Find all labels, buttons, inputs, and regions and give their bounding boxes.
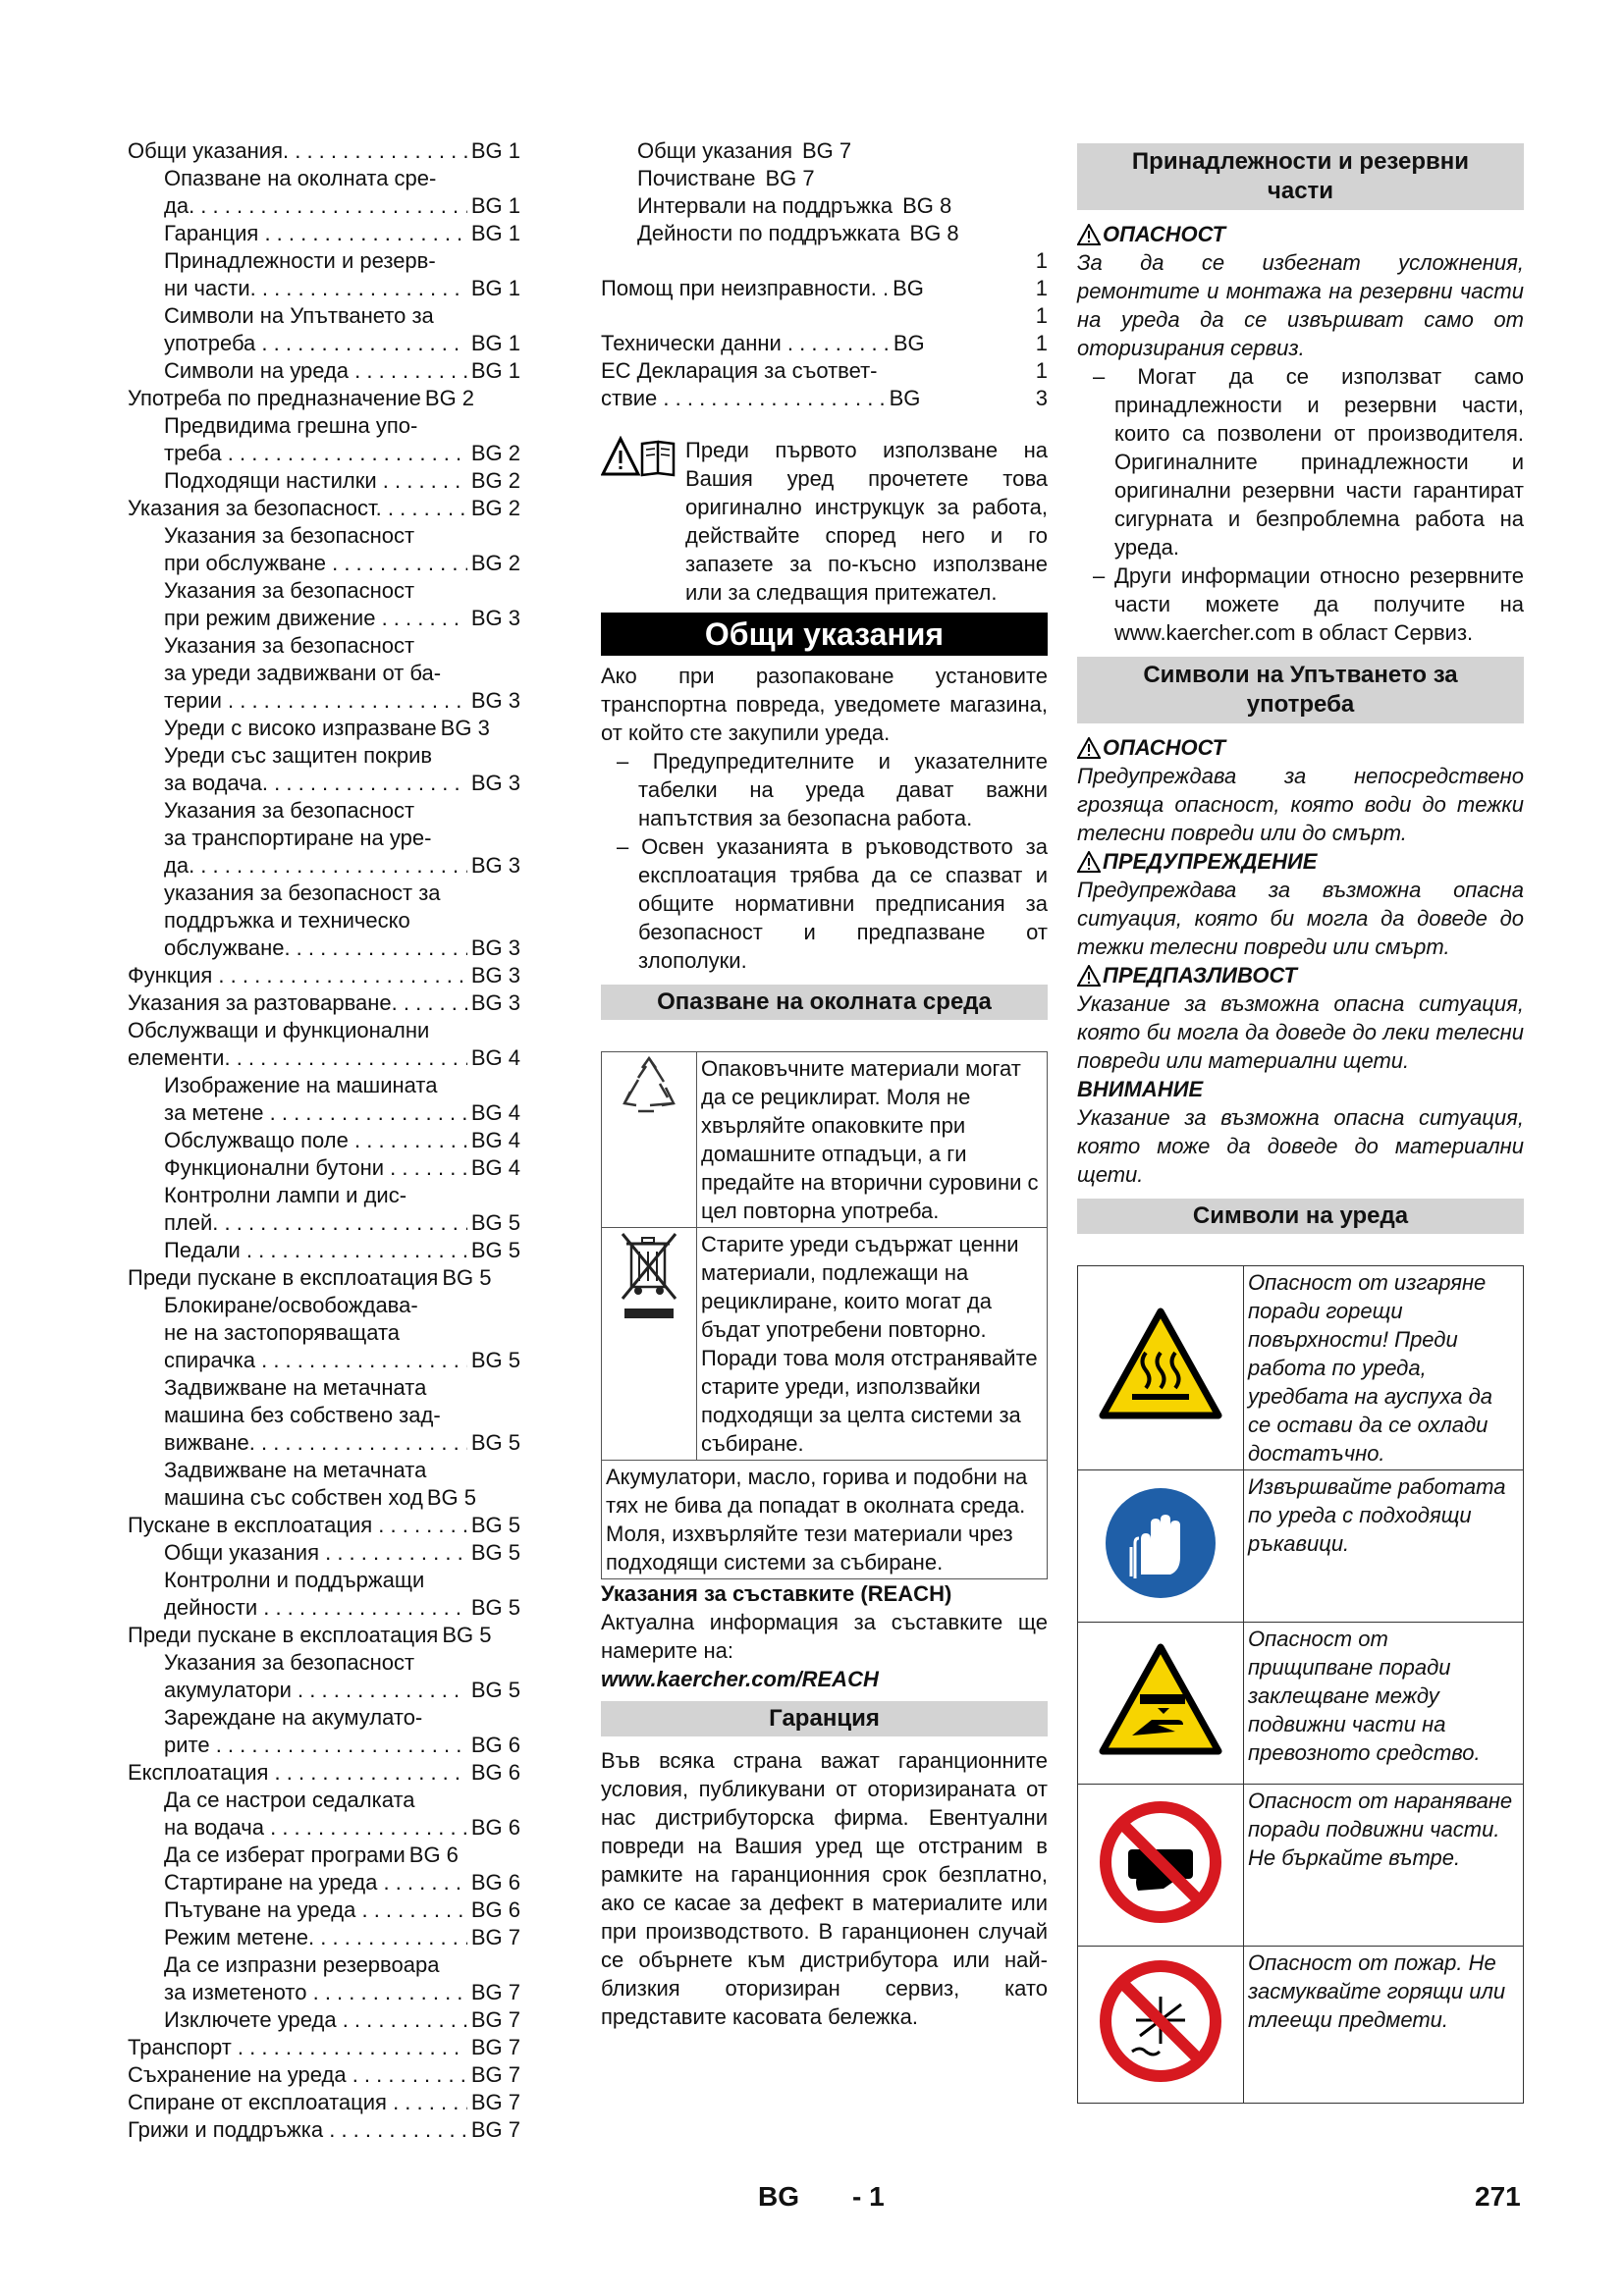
- toc-entry[interactable]: Употреба по предназначение BG 2: [128, 386, 475, 410]
- manual-danger-text: Предупреждава за непосредствено грозяща опасност, която води до тежки телесни повреди или до смърт.: [1077, 764, 1524, 845]
- general-paragraph: Ако при разопаковане установите транспортна повреда, уведомете магазина, от който сте закупили уреда.: [601, 664, 1048, 745]
- toc-entry[interactable]: ЕС Декларация за съответ- 1: [601, 358, 1048, 383]
- toc-entry[interactable]: Уреди с високо изпразване BG 3: [164, 716, 490, 740]
- toc-entry[interactable]: Обслужващи и функционални: [128, 1018, 430, 1042]
- accessories-bullet-1: – Могат да се използват само принадлежности и резервни части, които са позволени от производителя. Оригиналните принадлежности и оригинални резервни части гарантират сигурната и безпроблемна работа на уреда.: [1093, 364, 1524, 560]
- toc-column-1: [128, 137, 520, 2144]
- intro-block: [601, 436, 1048, 607]
- toc-entry[interactable]: терии . . . BG 3: [128, 687, 520, 715]
- toc-entry[interactable]: Указания за безопасност: [164, 1650, 415, 1675]
- section-heading-device-symbols: Символи на уреда: [1077, 1199, 1524, 1234]
- toc-entry[interactable]: Указания за безопасност: [164, 523, 415, 548]
- toc-entry[interactable]: Общи указания BG 7: [637, 138, 852, 163]
- manual-attention-text: Указание за възможна опасна ситуация, която може да доведе до материални щети.: [1077, 1105, 1524, 1187]
- warning-triangle-icon: [1077, 965, 1101, 987]
- toc-entry[interactable]: Спиране от експлоатация . . . BG 7: [128, 2089, 520, 2116]
- device-symbol-row-4: Опасност от нараняване поради подвижни части. Не бъркайте вътре.: [1244, 1785, 1524, 1947]
- toc-page-fragment: 1: [1035, 276, 1048, 300]
- accessories-bullet-2: – Други информации относно резервните части можете да получите на www.kaercher.com в област Сервиз.: [1093, 563, 1524, 645]
- toc-entry[interactable]: спирачка . . . BG 5: [128, 1347, 520, 1374]
- no-reaching-in-icon: [1097, 1798, 1224, 1926]
- footer-language: BG: [758, 2181, 799, 2212]
- toc-entry[interactable]: Указания за разтоварване. . . . BG 3: [128, 989, 520, 1017]
- toc-entry[interactable]: Задвижване на метачната: [164, 1458, 427, 1482]
- toc-entry[interactable]: Преди пускане в експлоатация BG 5: [128, 1623, 492, 1647]
- toc-entry[interactable]: вижване. . . . BG 5: [128, 1429, 520, 1457]
- toc-entry[interactable]: акумулатори . . . BG 5: [128, 1677, 520, 1704]
- toc-entry[interactable]: [601, 302, 1048, 330]
- toc-entry[interactable]: Указания за безопасност. . . . BG 2: [128, 495, 520, 522]
- toc-entry[interactable]: Пускане в експлоатация . . . BG 5: [128, 1512, 520, 1539]
- toc-entry[interactable]: за изметеното . . . BG 7: [128, 1979, 520, 2006]
- device-symbol-row-3: Опасност от прищипване поради заклещване между подвижни части на превозното средство.: [1244, 1623, 1524, 1785]
- environment-table: [601, 1051, 1048, 1579]
- general-bullet-2: – Освен указанията в ръководството за експлоатация трябва да се спазват и общите нормативни предписания за безопасност и предпазване от злополуки.: [617, 834, 1048, 973]
- toc-entry[interactable]: Блокиране/освобождава-: [164, 1293, 418, 1317]
- toc-entry[interactable]: Гаранция . . . BG 1: [128, 220, 520, 247]
- weee-crossed-bin-icon: [615, 1230, 683, 1328]
- toc-entry[interactable]: при режим движение . . . BG 3: [128, 605, 520, 632]
- toc-entry[interactable]: Изображение на машината: [164, 1073, 438, 1097]
- device-symbol-row-5: Опасност от пожар. Не засмуквайте горящи или тлеещи предмети.: [1244, 1947, 1524, 2104]
- toc-entry[interactable]: треба . . . BG 2: [128, 440, 520, 467]
- warning-triangle-icon: [1077, 851, 1101, 873]
- toc-entry[interactable]: не на застопоряващата: [164, 1320, 401, 1345]
- accessories-danger-text: За да се избегнат усложнения, ремонтите и монтажа на резервни части на уреда да се извършват само от оторизирания сервиз.: [1077, 250, 1524, 360]
- env-row-old-devices: Старите уреди съдържат ценни материали, подлежащи на рециклиране, които могат да бъдат употребени повторно. Поради това моля отстранявайте старите уреди, използвайки подходящи за целта системи за събиране.: [697, 1228, 1048, 1461]
- toc-entry[interactable]: елементи. . . . BG 4: [128, 1044, 520, 1072]
- toc-entry[interactable]: Указания за безопасност: [164, 633, 415, 658]
- toc-entry[interactable]: за транспортиране на уре-: [164, 826, 432, 850]
- toc-entry[interactable]: Интервали на поддръжка BG 8: [637, 193, 952, 218]
- toc-entry[interactable]: за метене . . . BG 4: [128, 1099, 520, 1127]
- toc-entry[interactable]: ни части. . . . BG 1: [128, 275, 520, 302]
- manual-danger-label: ОПАСНОСТ: [1077, 733, 1524, 762]
- toc-entry[interactable]: Указания за безопасност: [164, 578, 415, 603]
- content-column-3: [1077, 143, 1524, 2104]
- toc-page-fragment: 1: [1035, 248, 1048, 273]
- toc-entry[interactable]: [601, 247, 1048, 275]
- toc-entry[interactable]: за уреди задвижвани от ба-: [164, 661, 442, 685]
- toc-entry[interactable]: Символи на Упътването за: [164, 303, 434, 328]
- toc-entry[interactable]: рите . . . BG 6: [128, 1732, 520, 1759]
- warning-triangle-icon: [1077, 737, 1101, 759]
- toc-column-2: [601, 137, 1048, 412]
- toc-entry[interactable]: Да се изпразни резервоара: [164, 1952, 440, 1977]
- toc-entry[interactable]: Символи на уреда . . . BG 1: [128, 357, 520, 385]
- general-bullet-1: – Предупредителните и указателните табелки на уреда дават важни напътствия за безопасна работа.: [617, 749, 1048, 830]
- toc-page-fragment: 1: [1035, 358, 1048, 383]
- toc-entry[interactable]: Функция . . . BG 3: [128, 962, 520, 989]
- toc-entry[interactable]: Дейности по поддръжката BG 8: [637, 221, 959, 245]
- toc-entry[interactable]: машина без собствено зад-: [164, 1403, 441, 1427]
- intro-text: Преди първото използване на Вашия уред прочетете това оригинално инструкцук за работа, действайте според него и го запазете за по-късно използване или за следващия притежател.: [685, 438, 1048, 605]
- toc-entry[interactable]: ствие . . . . . . . . . . . . . . . . . . . BG 3: [601, 386, 1048, 410]
- toc-entry[interactable]: Технически данни . . . . . . . . . BG 1: [601, 331, 1048, 355]
- device-symbol-row-2: Извършвайте работата по уреда с подходящи ръкавици.: [1244, 1470, 1524, 1623]
- env-row-recycling: Опаковъчните материали могат да се рециклират. Моля не хвърляйте опаковките при домашните отпадъци, а ги предайте на вторични суровини с цел повторна употреба.: [697, 1052, 1048, 1228]
- toc-entry[interactable]: при обслужване . . . BG 2: [128, 550, 520, 577]
- warning-manual-icon: [601, 436, 677, 477]
- section-heading-warranty: Гаранция: [601, 1701, 1048, 1736]
- reach-title: Указания за съставките (REACH): [601, 1581, 952, 1606]
- toc-entry[interactable]: обслужване. . . . BG 3: [128, 934, 520, 962]
- toc-entry[interactable]: машина със собствен ход BG 5: [164, 1485, 476, 1510]
- toc-page-fragment: 1: [1035, 303, 1048, 328]
- toc-page-fragment: 3: [1035, 386, 1048, 410]
- toc-entry[interactable]: Контролни и поддържащи: [164, 1568, 425, 1592]
- manual-warning-text: Предупреждава за възможна опасна ситуация, която би могла да доведе до тежки телесни повреди или смърт.: [1077, 878, 1524, 959]
- toc-entry[interactable]: Контролни лампи и дис-: [164, 1183, 407, 1207]
- toc-entry[interactable]: Преди пускане в експлоатация BG 5: [128, 1265, 492, 1290]
- manual-warning-label: ПРЕДУПРЕЖДЕНИЕ: [1077, 847, 1524, 876]
- toc-entry[interactable]: Предвидима грешна упо-: [164, 413, 418, 438]
- toc-entry[interactable]: Уреди със защитен покрив: [164, 743, 433, 768]
- reach-text: Актуална информация за съставките ще намерите на:: [601, 1610, 1048, 1663]
- toc-entry[interactable]: Транспорт . . . BG 7: [128, 2034, 520, 2061]
- footer-page-number: 271: [1475, 2181, 1521, 2212]
- toc-entry[interactable]: Помощ при неизправности. . BG 1: [601, 276, 1048, 300]
- toc-entry[interactable]: Стартиране на уреда . . . BG 6: [128, 1869, 520, 1896]
- toc-entry[interactable]: Почистване BG 7: [637, 166, 815, 190]
- toc-entry[interactable]: дейности . . . BG 5: [128, 1594, 520, 1622]
- toc-entry[interactable]: на водача . . . BG 6: [128, 1814, 520, 1842]
- manual-caution-text: Указание за възможна опасна ситуация, която би могла да доведе до леки телесни повреди или материални щети.: [1077, 991, 1524, 1073]
- toc-entry[interactable]: да. . . . BG 1: [128, 192, 520, 220]
- toc-entry[interactable]: Зареждане на акумулато-: [164, 1705, 423, 1730]
- no-burning-objects-icon: [1097, 1957, 1224, 2085]
- device-symbol-row-1: Опасност от изгаряне поради горещи повърхности! Преди работа по уреда, уредбата на ауспуха да се остави да се охлади достатъчно.: [1244, 1266, 1524, 1470]
- toc-entry[interactable]: поддръжка и техническо: [164, 908, 410, 933]
- toc-entry[interactable]: Режим метене. . . . BG 7: [128, 1924, 520, 1951]
- manual-caution-label: ПРЕДПАЗЛИВОСТ: [1077, 961, 1524, 989]
- manual-attention-label: ВНИМАНИЕ: [1077, 1077, 1204, 1101]
- toc-entry[interactable]: Подходящи настилки . . . BG 2: [128, 467, 520, 495]
- section-heading-environment: Опазване на околната среда: [601, 985, 1048, 1020]
- recycle-icon: [615, 1054, 683, 1123]
- toc-entry[interactable]: за водача. . . . BG 3: [128, 770, 520, 797]
- warning-triangle-icon: [1077, 224, 1101, 245]
- toc-entry[interactable]: Указания за безопасност: [164, 798, 415, 823]
- toc-entry[interactable]: Грижи и поддръжка . . . BG 7: [128, 2116, 520, 2144]
- toc-entry[interactable]: да. . . . BG 3: [128, 852, 520, 880]
- toc-entry[interactable]: Да се изберат програми BG 6: [164, 1842, 459, 1867]
- toc-entry[interactable]: Да се настрои седалката: [164, 1788, 415, 1812]
- toc-entry[interactable]: Задвижване на метачната: [164, 1375, 427, 1400]
- toc-page-fragment: 1: [1035, 331, 1048, 355]
- hand-crush-warning-icon: [1097, 1641, 1224, 1759]
- toc-entry[interactable]: Пътуване на уреда . . . BG 6: [128, 1896, 520, 1924]
- section-heading-manual-symbols: Символи на Упътването за употреба: [1077, 657, 1524, 723]
- toc-entry[interactable]: Общи указания . . . BG 5: [128, 1539, 520, 1567]
- section-heading-general: Общи указания: [601, 613, 1048, 656]
- toc-entry[interactable]: Педали . . . BG 5: [128, 1237, 520, 1264]
- env-row-batteries: Акумулатори, масло, горива и подобни на тях не бива да попадат в околната среда. Моля, изхвърляйте тези материали чрез подходящи системи за събиране.: [602, 1461, 1048, 1579]
- toc-entry[interactable]: Общи указания. . . . BG 1: [128, 137, 520, 165]
- warranty-text: Във всяка страна важат гаранционните условия, публикувани от оторизираната от нас дистрибуторска фирма. Евентуални повреди на Вашия уред ще отстраним в рамките на гаранционния срок безплатно, ако се касае за дефект в материалите или при производството. В гаранционен случай се обърнете към дистрибутора или най-близкия оторизиран сервиз, като представите касовата бележка.: [601, 1748, 1048, 2029]
- section-heading-accessories: Принадлежности и резервни части: [1077, 143, 1524, 210]
- wear-gloves-icon: [1102, 1484, 1219, 1602]
- toc-entry[interactable]: плей. . . . BG 5: [128, 1209, 520, 1237]
- accessories-danger-label: ОПАСНОСТ: [1077, 220, 1524, 248]
- toc-entry[interactable]: Съхранение на уреда . . . BG 7: [128, 2061, 520, 2089]
- toc-entry[interactable]: Функционални бутони . . . BG 4: [128, 1154, 520, 1182]
- toc-entry[interactable]: Принадлежности и резерв-: [164, 248, 436, 273]
- toc-entry[interactable]: Обслужващо поле . . . BG 4: [128, 1127, 520, 1154]
- toc-entry[interactable]: Опазване на околната сре-: [164, 166, 437, 190]
- toc-entry[interactable]: Експлоатация . . . BG 6: [128, 1759, 520, 1787]
- toc-entry[interactable]: употреба . . . BG 1: [128, 330, 520, 357]
- footer-local-page: - 1: [852, 2181, 885, 2212]
- reach-link[interactable]: www.kaercher.com/REACH: [601, 1667, 879, 1691]
- content-column-2: [601, 137, 1048, 2031]
- toc-entry[interactable]: указания за безопасност за: [164, 881, 441, 905]
- device-symbols-table: [1077, 1265, 1524, 2104]
- toc-entry[interactable]: Изключете уреда . . . BG 7: [128, 2006, 520, 2034]
- hot-surface-warning-icon: [1097, 1306, 1224, 1423]
